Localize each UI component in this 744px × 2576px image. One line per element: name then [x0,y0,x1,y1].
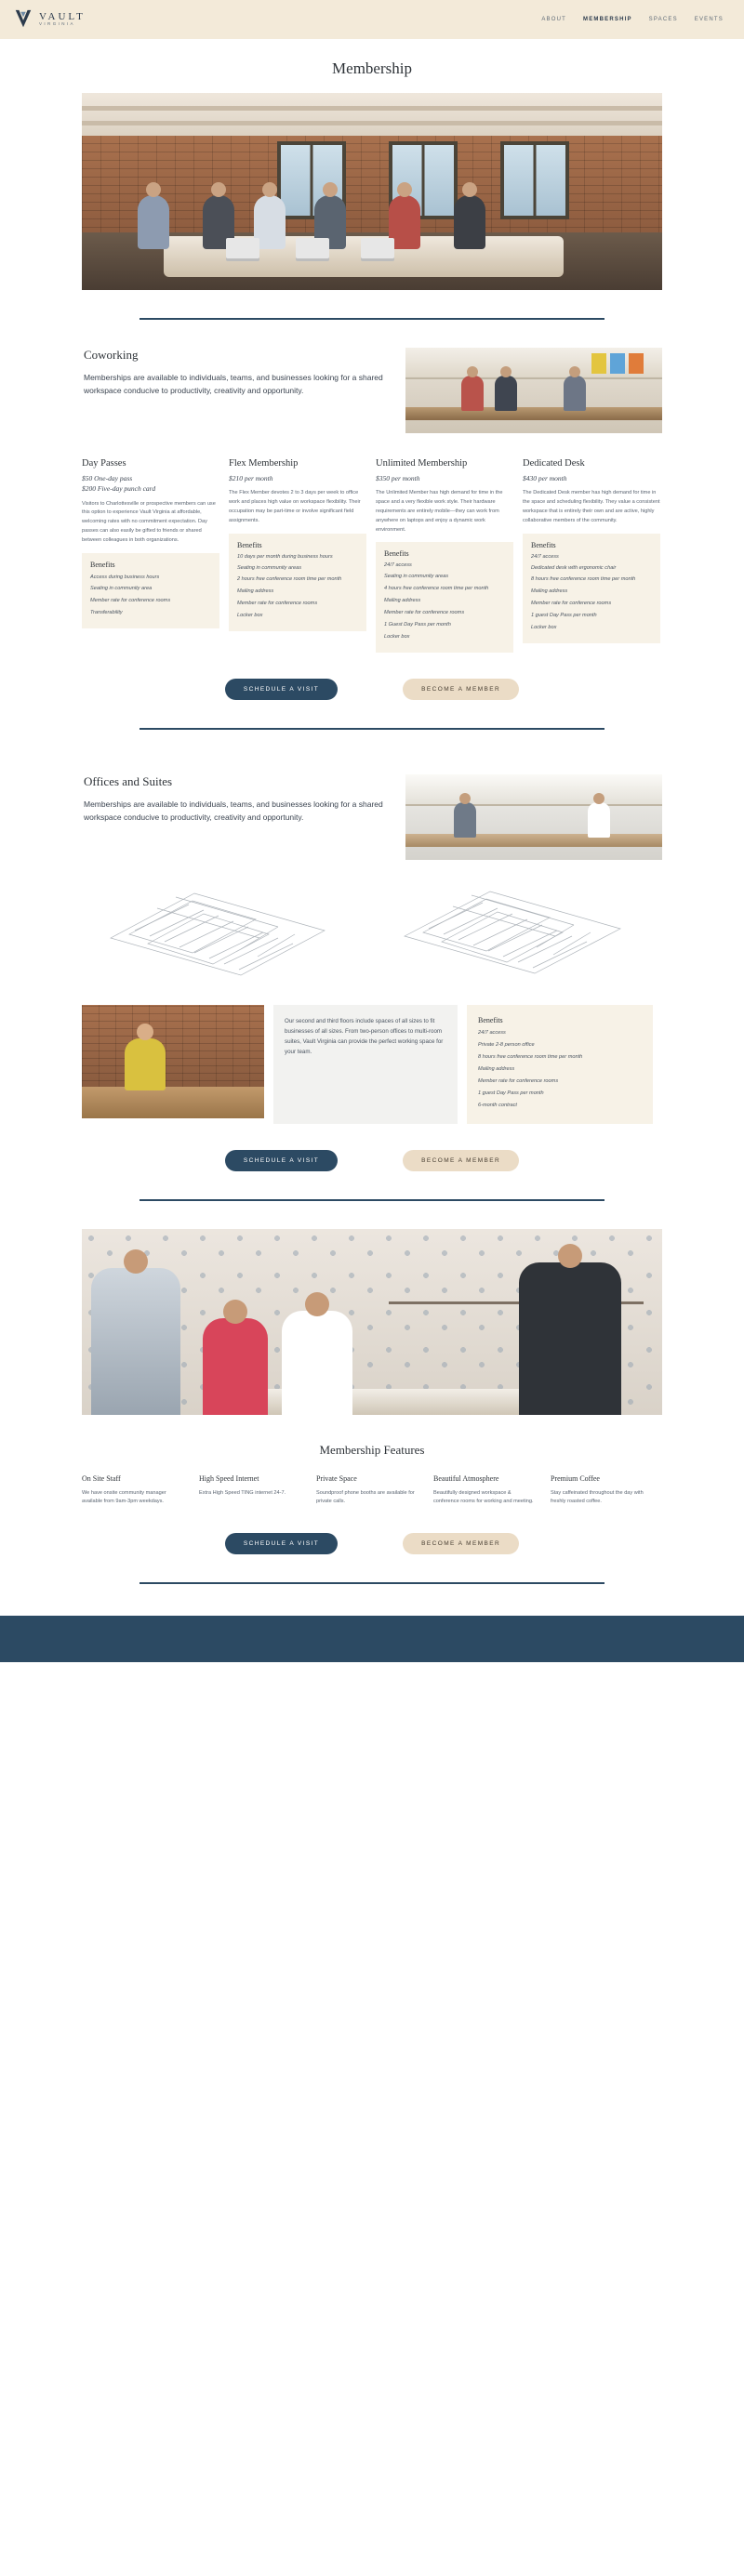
plan-flex-membership [229,457,366,631]
benefit-item: Seating in community areas [384,574,449,580]
plan-price-line-2: $200 Five-day punch card [82,484,156,494]
plan-benefits [82,553,219,629]
plan-description: The Dedicated Desk member has high demand for time in the space and scheduling flexibility. They value a consistent workspace that is entirely their own and are active, highly collaborative members of the community. [523,490,660,523]
nav-item-events[interactable]: EVENTS [694,17,724,22]
coworking-side-image [405,348,662,433]
schedule-a-visit-button[interactable]: SCHEDULE A VISIT [225,679,338,700]
nav-item-about[interactable]: ABOUT [541,17,566,22]
site-footer [0,1616,744,1662]
benefit-item: Mailing address [478,1065,515,1072]
coworking-heading: Coworking [84,348,139,362]
benefit-item: 8 hours free conference room time per month [478,1053,583,1060]
become-a-member-button[interactable]: BECOME A MEMBER [403,1533,519,1554]
benefit-item: Member rate for conference rooms [531,601,612,607]
community-photo [82,1229,662,1415]
section-divider [140,1199,604,1201]
feature-name: Private Space [316,1474,357,1484]
offices-details [82,1005,662,1125]
hero-image-coworking-meeting [82,93,662,290]
plan-name: Flex Membership [229,458,299,469]
benefit-item: Locker box [531,625,557,631]
benefit-item: 1 guest Day Pass per month [531,613,597,619]
cta-row-features [82,1533,662,1554]
benefit-item: 6-month contract [478,1102,517,1108]
feature-premium-coffee [551,1474,655,1506]
benefit-item: 2 hours free conference room time per month [237,576,342,583]
feature-high-speed-internet [199,1474,303,1506]
benefit-item: Access during business hours [90,574,160,580]
plan-price-line-1: $430 per month [523,474,567,483]
offices-side-image [405,774,662,860]
benefit-item: Mailing address [384,598,421,604]
logo-title: VAULT [39,10,86,22]
feature-text: Soundproof phone booths are available for private calls. [316,1489,415,1505]
offices-benefits [467,1005,653,1125]
plan-unlimited-membership [376,457,513,653]
feature-text: Stay caffeinated throughout the day with freshly roasted coffee. [551,1489,644,1505]
schedule-a-visit-button[interactable]: SCHEDULE A VISIT [225,1533,338,1554]
benefit-item: Locker box [384,633,410,640]
logo[interactable] [13,8,86,31]
feature-beautiful-atmosphere [433,1474,538,1506]
benefit-item: Private 2-8 person office [478,1041,535,1048]
benefits-title: Benefits [531,540,556,549]
vault-bird-icon [13,8,33,31]
benefit-item: 4 hours free conference room time per month [384,586,489,592]
benefits-title: Benefits [237,540,262,549]
logo-subtitle: VIRGINIA [39,21,75,27]
benefit-item: Transferability [90,610,123,616]
benefit-item: Seating in community area [90,586,153,592]
offices-paragraph: Memberships are available to individuals, teams, and businesses looking for a shared workspace conducive to productivity, creativity and opportunity. [84,799,383,822]
plan-benefits [523,534,660,644]
plan-name: Day Passes [82,458,126,469]
section-divider [140,728,604,730]
office-photo [82,1005,264,1118]
feature-text: Extra High Speed TING internet 24-7. [199,1489,286,1496]
benefit-item: Locker box [237,613,263,619]
main-nav [541,17,731,22]
offices-body-text: Our second and third floors include spaces of all sizes to fit businesses of all sizes. From two-person offices to multi-room suites, Vault Virginia can provide the perfect working space for your team. [285,1017,444,1056]
schedule-a-visit-button[interactable]: SCHEDULE A VISIT [225,1150,338,1171]
plan-price-line-1: $210 per month [229,474,273,483]
benefit-item: 8 hours free conference room time per month [531,576,636,583]
plan-dedicated-desk [523,457,660,643]
nav-item-membership[interactable]: MEMBERSHIP [583,17,632,22]
benefit-item: Member rate for conference rooms [90,598,171,604]
become-a-member-button[interactable]: BECOME A MEMBER [403,1150,519,1171]
benefit-item: Member rate for conference rooms [237,601,318,607]
benefit-item: 1 guest Day Pass per month [478,1090,544,1096]
site-header [0,0,744,39]
plan-price-line-1: $350 per month [376,474,420,483]
coworking-intro [82,348,662,433]
plan-benefits [376,542,513,653]
benefit-item: Mailing address [531,588,568,595]
offices-heading: Offices and Suites [84,773,173,788]
nav-item-spaces[interactable]: SPACES [648,17,678,22]
feature-on-site-staff [82,1474,186,1506]
benefit-item: Member rate for conference rooms [384,610,465,616]
cta-row-offices [82,1150,662,1171]
features-list [82,1474,662,1506]
benefit-item: 24/7 access [478,1029,506,1036]
benefit-item: Dedicated desk with ergonomic chair [531,564,617,571]
benefit-item: Member rate for conference rooms [478,1077,559,1084]
plan-description: Visitors to Charlottesville or prospective members can use this option to experience Vault Virginia at affordable, welcoming rates with no commitment expectation. Day passes can also easily be gifted to friends or shared between colleagues in both organizations. [82,500,216,543]
coworking-paragraph: Memberships are available to individuals, teams, and businesses looking for a shared workspace conducive to productivity, creativity and opportunity. [84,373,383,396]
plan-day-passes [82,457,219,628]
section-divider [140,318,604,320]
offices-intro [82,774,662,860]
plan-name: Dedicated Desk [523,458,585,469]
feature-name: Beautiful Atmosphere [433,1474,499,1484]
become-a-member-button[interactable]: BECOME A MEMBER [403,679,519,700]
benefits-title: Benefits [384,549,409,559]
plan-name: Unlimited Membership [376,458,468,469]
benefits-access: 24/7 access [531,553,559,560]
plan-description: The Flex Member devotes 2 to 3 days per week to office work and places high value on workspace flexibility. Their occupation may be part-time or involve significant field assignments. [229,490,361,523]
benefits-title: Benefits [90,560,115,569]
features-title: Membership Features [319,1443,425,1458]
feature-name: High Speed Internet [199,1474,259,1484]
offices-body-box [273,1005,458,1125]
feature-text: Beautifully designed workspace & conference rooms for working and meeting. [433,1489,534,1505]
plan-benefits [229,534,366,632]
benefits-access: 10 days per month during business hours [237,553,333,560]
feature-name: Premium Coffee [551,1474,600,1484]
benefits-title: Benefits [478,1015,503,1024]
section-divider [140,1582,604,1584]
feature-name: On Site Staff [82,1474,121,1484]
feature-private-space [316,1474,420,1506]
plan-price-line-1: $50 One-day pass [82,474,133,483]
benefit-item: 1 Guest Day Pass per month [384,622,451,628]
floorplan-diagrams [82,882,662,984]
pricing-plans [82,457,662,653]
floorplan-third-floor [382,882,652,984]
benefits-access: 24/7 access [384,562,412,569]
plan-description: The Unlimited Member has high demand for time in the space and a very flexible work style. Their hardware requirements are entirely mobile—they can work from anywhere on laptops and enjoy a dynamic work environment. [376,490,503,533]
benefit-item: Mailing address [237,588,274,595]
page-title: Membership [332,59,412,77]
benefit-item: Seating in community areas [237,564,302,571]
cta-row-coworking [82,679,662,700]
feature-text: We have onsite community manager available from 9am-3pm weekdays. [82,1489,166,1505]
floorplan-second-floor [92,882,362,984]
